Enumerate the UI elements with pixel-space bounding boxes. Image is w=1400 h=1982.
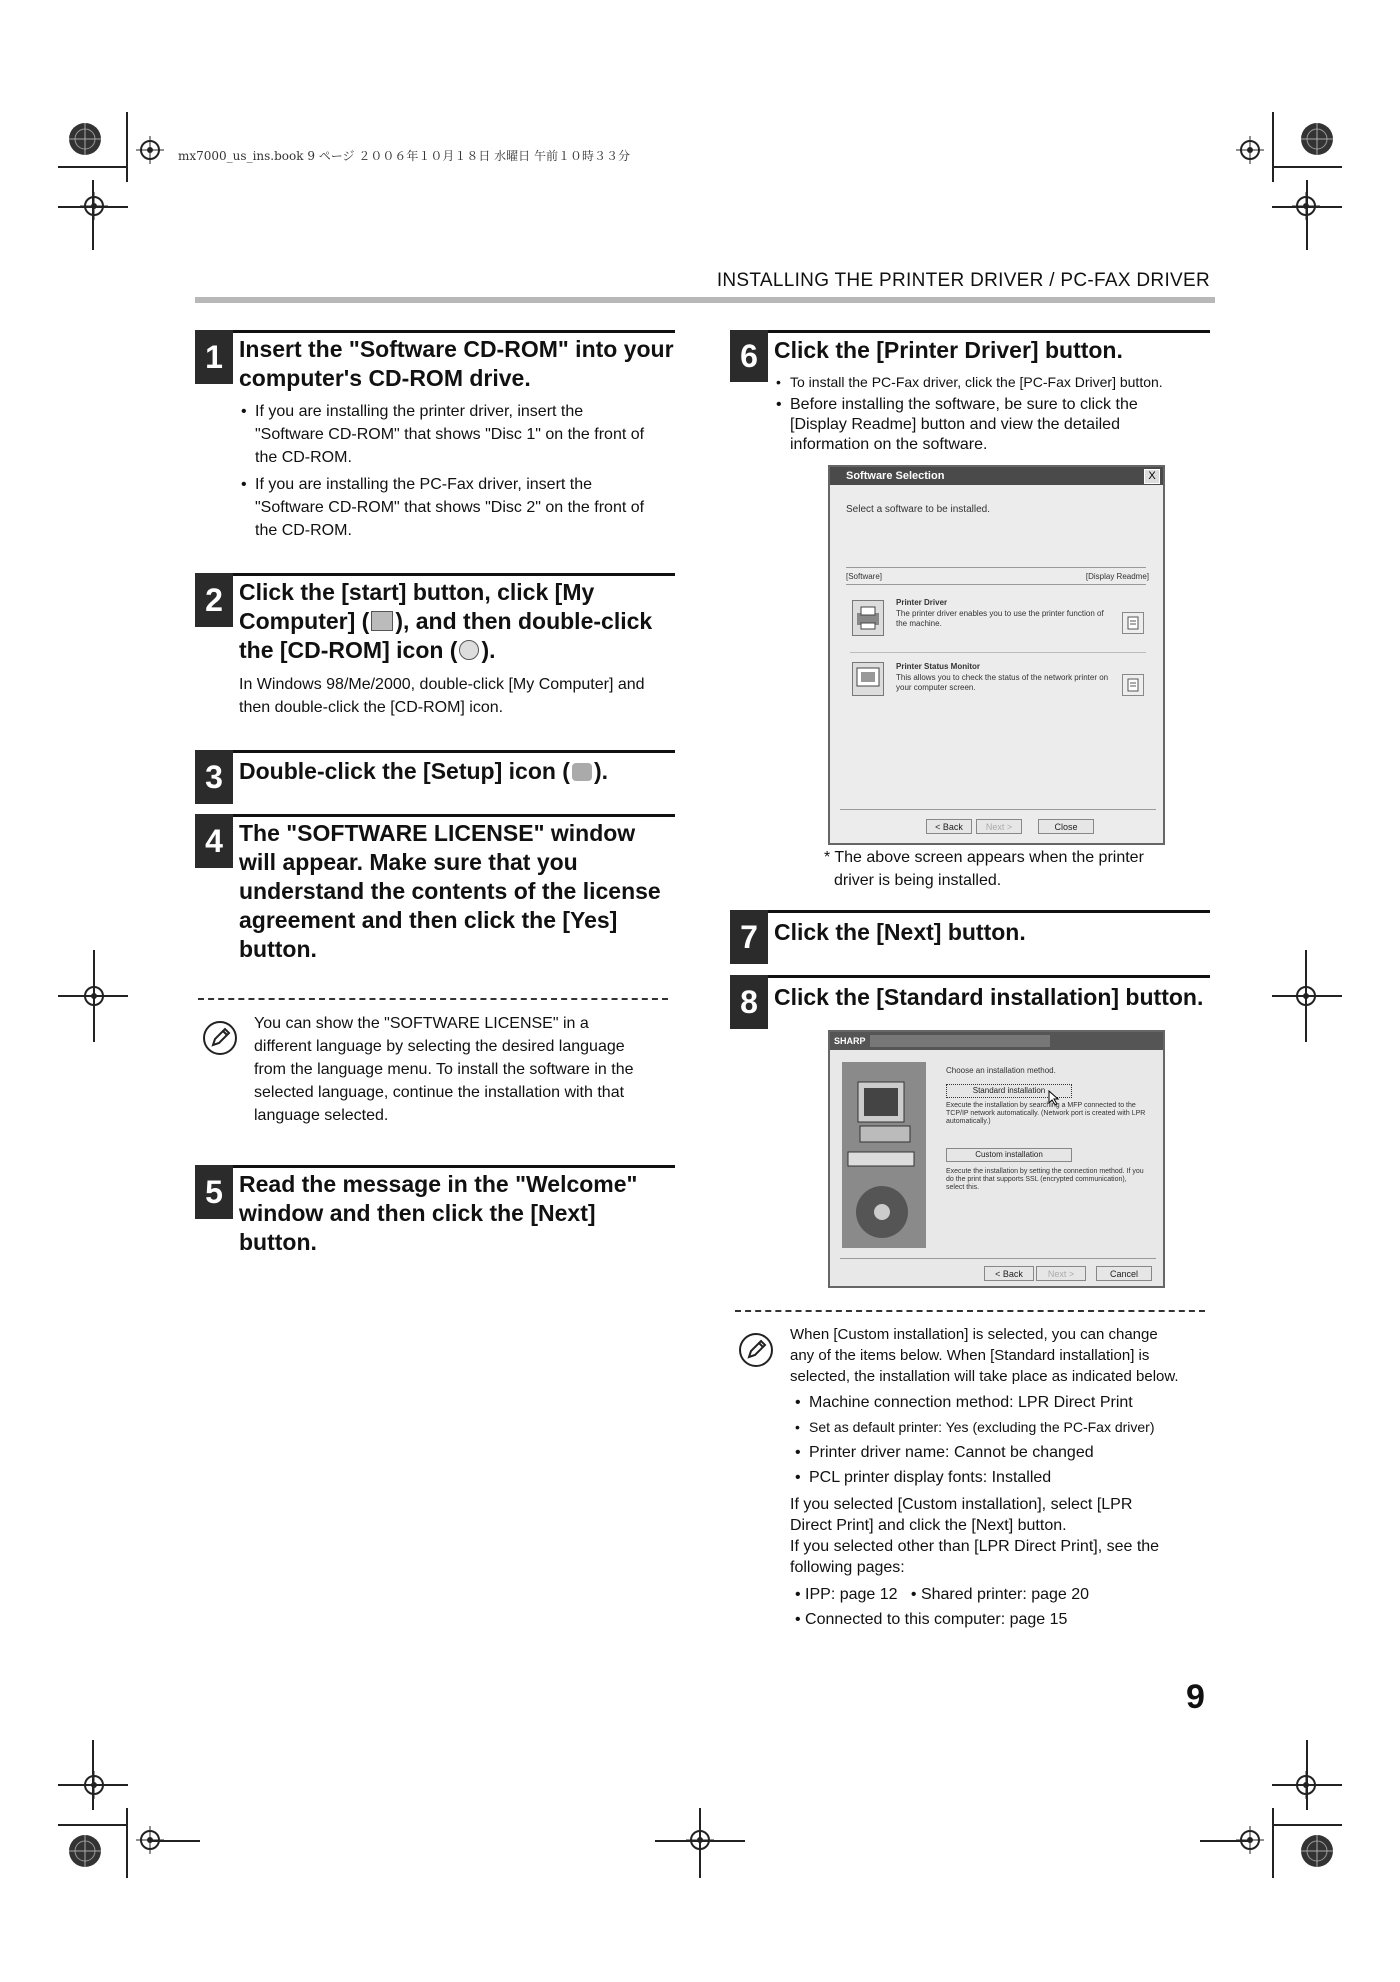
my-computer-icon — [371, 611, 393, 631]
step-title: The "SOFTWARE LICENSE" window will appear. Make sure that you understand the contents of the license agreement and then click the [Yes] button. — [239, 820, 661, 962]
registration-rosette-icon — [68, 122, 102, 156]
printer-icon — [853, 601, 883, 635]
registration-crosshair-icon — [1292, 1771, 1320, 1799]
step-title: Click the [start] button, click [My Computer] ( ), and then double-click the [CD-ROM] icon ( ). — [239, 579, 653, 663]
custom-installation-button[interactable]: Custom installation — [946, 1148, 1072, 1162]
page-reference: Shared printer: page 20 — [920, 1586, 1090, 1603]
step-title: Read the message in the "Welcome" window and then click the [Next] button. — [239, 1171, 638, 1255]
display-readme-button[interactable] — [1122, 674, 1144, 696]
note-divider — [198, 998, 668, 1000]
next-button[interactable]: Next > — [1036, 1266, 1086, 1281]
registration-rosette-icon — [68, 1834, 102, 1868]
list-item: • PCL printer display fonts: Installed — [795, 1465, 1215, 1490]
display-readme-button[interactable] — [1122, 612, 1144, 634]
header-rule — [195, 297, 1215, 303]
readme-icon — [1123, 613, 1143, 633]
computer-illustration — [842, 1062, 926, 1248]
item-description: The printer driver enables you to use the printer function of the machine. — [896, 609, 1104, 628]
step-1 — [195, 330, 675, 580]
step-note: In Windows 98/Me/2000, double-click [My Computer] and then double-click the [CD-ROM] icon. — [239, 676, 645, 716]
back-button[interactable]: < Back — [926, 819, 972, 834]
step-number: 3 — [195, 750, 233, 804]
registration-rosette-icon — [1300, 122, 1334, 156]
close-dialog-button[interactable]: Close — [1038, 819, 1094, 834]
step-6 — [730, 330, 1210, 460]
installation-method-dialog — [828, 1030, 1165, 1288]
step-4 — [195, 814, 675, 974]
readme-icon — [1123, 675, 1143, 695]
registration-crosshair-icon — [1236, 136, 1264, 164]
step-title: Click the [Printer Driver] button. — [774, 337, 1123, 363]
step-bullets — [776, 372, 1236, 455]
setup-icon — [572, 763, 592, 781]
page-reference: Connected to this computer: page 15 — [805, 1611, 1068, 1628]
custom-description: Execute the installation by setting the connection method. If you do the print that supports SSL (encrypted communication), select this. — [946, 1168, 1144, 1191]
registration-crosshair-icon — [80, 192, 108, 220]
registration-crosshair-icon — [1292, 192, 1320, 220]
running-head: INSTALLING THE PRINTER DRIVER / PC-FAX DRIVER — [716, 270, 1210, 291]
step-number: 4 — [195, 814, 233, 868]
software-selection-dialog — [828, 465, 1165, 845]
standard-installation-button[interactable]: Standard installation — [946, 1084, 1072, 1098]
step-title: Click the [Standard installation] button. — [774, 984, 1204, 1010]
step-title: Click the [Next] button. — [774, 919, 1026, 945]
step-number: 1 — [195, 330, 233, 384]
step-5 — [195, 1165, 675, 1275]
note-text: When [Custom installation] is selected, you can change any of the items below. When [Standard installation] is selected, the installation will take place as indicated below. — [790, 1326, 1179, 1385]
pencil-note-icon — [738, 1332, 774, 1368]
page-number: 9 — [1186, 1678, 1205, 1716]
step-7 — [730, 910, 1210, 966]
printer-driver-button[interactable] — [852, 600, 884, 636]
close-button[interactable]: X — [1144, 469, 1160, 484]
step-number: 5 — [195, 1165, 233, 1219]
monitor-icon — [853, 663, 883, 695]
page-reference: IPP: page 12 — [805, 1586, 898, 1603]
list-item: • Set as default printer: Yes (excluding the PC-Fax driver) — [795, 1415, 1215, 1440]
screen-caption: * The above screen appears when the printer driver is being installed. — [824, 849, 1144, 889]
list-item: • To install the PC-Fax driver, click the [PC-Fax Driver] button. — [776, 372, 1236, 392]
pencil-note-icon — [202, 1020, 238, 1056]
dialog-prompt: Select a software to be installed. — [846, 504, 990, 515]
step-bullets — [241, 400, 681, 542]
registration-crosshair-icon — [80, 1771, 108, 1799]
print-header: mx7000_us_ins.book 9 ページ ２００６年１０月１８日 水曜日 午前１０時３３分 — [178, 149, 630, 163]
dialog-title: Software Selection — [830, 467, 1163, 485]
note-text: You can show the "SOFTWARE LICENSE" in a different language by selecting the desired language from the language menu. To install the software in the selected language, continue the installation with that language selected. — [254, 1015, 634, 1124]
sharp-illustration — [842, 1062, 926, 1248]
list-item: • Before installing the software, be sure to click the [Display Readme] button and view the detailed information on the software. — [776, 395, 1236, 455]
column-header-readme: [Display Readme] — [1085, 572, 1149, 581]
item-description: This allows you to check the status of the network printer on your computer screen. — [896, 673, 1109, 692]
step-title: Insert the "Software CD-ROM" into your computer's CD-ROM drive. — [239, 336, 674, 391]
cancel-button[interactable]: Cancel — [1096, 1266, 1152, 1281]
step-2 — [195, 573, 675, 733]
list-item: • Printer driver name: Cannot be changed — [795, 1440, 1215, 1465]
list-item: • If you are installing the printer driver, insert the "Software CD-ROM" that shows "Disc 1" on the front of the CD-ROM. — [241, 400, 681, 469]
step-number: 2 — [195, 573, 233, 627]
step-8 — [730, 975, 1210, 1031]
registration-rosette-icon — [1300, 1834, 1334, 1868]
item-name: Printer Status Monitor — [896, 662, 981, 671]
page-references: • IPP: page 12 • Shared printer: page 20 • Connected to this computer: page 15 — [795, 1586, 1090, 1628]
item-name: Printer Driver — [896, 598, 948, 607]
step-number: 8 — [730, 975, 768, 1029]
cd-rom-icon — [459, 640, 479, 660]
step-number: 7 — [730, 910, 768, 964]
list-item: • If you are installing the PC-Fax driver, insert the "Software CD-ROM" that shows "Disc 2" on the front of the CD-ROM. — [241, 473, 681, 542]
dialog-prompt: Choose an installation method. — [946, 1066, 1056, 1075]
step-number: 6 — [730, 330, 768, 382]
next-button[interactable]: Next > — [976, 819, 1022, 834]
step-title: Double-click the [Setup] icon ( ). — [239, 758, 609, 784]
back-button[interactable]: < Back — [984, 1266, 1034, 1281]
note-followup: If you selected [Custom installation], select [LPR Direct Print] and click the [Next] button. If you selected other than [LPR Direct Print], see the following pages: — [790, 1496, 1160, 1576]
column-header-software: [Software] — [846, 572, 883, 581]
note-bullets — [795, 1390, 1215, 1490]
step-3 — [195, 750, 675, 806]
note-divider — [735, 1310, 1205, 1312]
dialog-brand: SHARP — [830, 1032, 1163, 1050]
printer-status-monitor-button[interactable] — [852, 662, 884, 696]
list-item: • Machine connection method: LPR Direct Print — [795, 1390, 1215, 1415]
standard-description: Execute the installation by searching a MFP connected to the TCP/IP network automatically. (Network port is created with LPR automatically.) — [946, 1102, 1146, 1125]
registration-crosshair-icon — [136, 136, 164, 164]
